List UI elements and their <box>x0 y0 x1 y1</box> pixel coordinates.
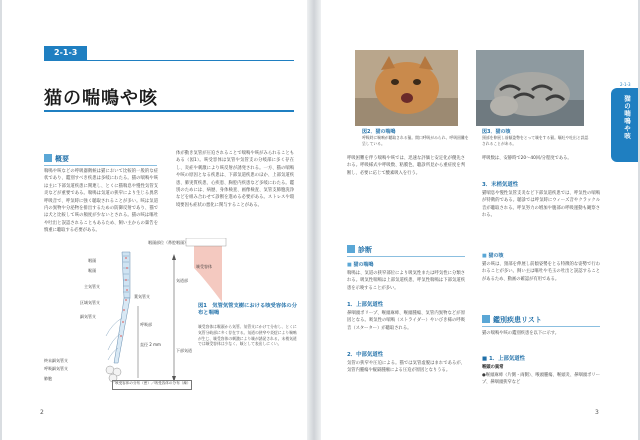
section-rule <box>44 60 294 61</box>
page-number-left: 2 <box>40 409 44 416</box>
wheeze-subheading: ■ 猫の喘鳴 <box>347 261 373 268</box>
ddx-upper-heading: ■ 1．上部気道性 <box>482 356 526 362</box>
section-number-tag: 2-1-3 <box>44 46 87 60</box>
ddx-larynx-list: ●喉頭麻痺（片側・両側）、喉頭腫瘍、喉頭炎、鼻咽頭ポリープ、鼻咽頭狭窄など <box>482 373 600 386</box>
figure-3-title: 図3．猫の咳 <box>482 129 511 135</box>
upper-airway-heading: 1．上部気道性 <box>347 302 384 308</box>
overview-rule <box>44 165 157 166</box>
figure-2-text: 呼吸時に喘鳴が聴取される猫。開口呼吸がみられ、呼吸困難を呈している。 <box>362 135 469 146</box>
label-pharynx: 咽頭 <box>88 258 96 263</box>
figure-2-caption <box>362 129 470 146</box>
cough-subheading: ■ 猫の咳 <box>482 252 503 259</box>
title-rule <box>44 110 294 112</box>
overview-column-2: 体が動き気管が圧迫されることで喘鳴や咳がみられることもある（図1）。咳受容体は気管や気管支の分岐部に多く存在し、炎症や刺激により咳反射が誘発される。一方、猫の喘鳴や咳の原因となる疾患は、下部気道疾患のほか、上部気道疾患、肺実質疾患、心疾患、胸腔内疾患など多岐にわたる。鑑別のためには、病歴、身体検査、画像検査、気管支肺胞洗浄などを組み合わせて診断を進める必要がある。ストレスや環境要因も症状の悪化に関与することがある。 <box>176 151 294 208</box>
diagnosis-rule <box>347 256 465 257</box>
chapter-side-tab-label: 猫の喘鳴や咳 <box>623 95 631 140</box>
photo-cat-wheezing <box>355 50 458 126</box>
label-larynx: 喉頭 <box>88 268 96 273</box>
label-lobar-bronchus: 葉気管支 <box>134 294 150 299</box>
figure-1-caption: 咳受容体は喉頭から気管、気管支にかけて分布し、とくに気管分岐部に多く存在する。気道の狭窄や炎症により喘鳴が生じ、咳受容体の刺激により咳が誘発される。末梢気道では咳受容体は少なく、咳として表出しにくい。 <box>198 324 297 347</box>
central-airway-heading: 2．中部気道性 <box>347 352 384 358</box>
page-title: 猫の喘鳴や咳 <box>44 88 158 109</box>
label-trachea: 主気管支 <box>84 284 100 289</box>
figure-1-title: 図1 気管気管支樹における咳受容体の分布と喘鳴 <box>198 303 298 316</box>
right-col1-intro: 呼吸困難を伴う喘鳴や咳では、迅速な評価と安定化が優先される。呼吸様式や呼吸数、粘膜色、聴診所見から重症度を判断し、必要に応じて酸素吸入を行う。 <box>347 156 465 176</box>
label-conducting: 気道部 <box>176 278 188 283</box>
wheeze-text: 喘鳴は、気道の狭窄部位により吸気性または呼気性に分類される。吸気性喘鳴は上部気道疾患、呼気性喘鳴は下部気道疾患を示唆することが多い。 <box>347 271 465 291</box>
label-small-bronchus: 細気管支 <box>80 314 96 319</box>
book-gutter <box>307 0 321 440</box>
label-lower-airway: 下部気道 <box>176 348 192 353</box>
upper-airway-text: 鼻咽頭ポリープ、喉頭麻痺、喉頭腫瘍、気管内異物などが原因となる。吸気性の喘鳴（ストライダー）やいびき様の呼吸音（スターター）が聴取される。 <box>347 311 465 331</box>
central-airway-text: 気管の狭窄や圧迫による。猫では気管虚脱はまれであるが、気管内腫瘍や縦隔腫瘤による圧迫が原因となりうる。 <box>347 361 465 374</box>
ddx-intro: 猫の喘鳴や咳の鑑別疾患を以下に示す。 <box>482 331 559 336</box>
label-two-mm: 直径 2 mm <box>140 342 161 347</box>
photo-cat-coughing <box>476 50 584 126</box>
cough-text: 猫の咳は、頸部を伸展し前傾姿勢をとる特徴的な姿勢で行われることが多い。飼い主は嘔吐や毛玉の吐出と誤認することがあるため、動画の確認が有用である。 <box>482 262 600 282</box>
side-section-code: 2-1-3 <box>620 82 631 87</box>
label-resp-bronchiole: 呼吸細気管支 <box>44 366 68 371</box>
overview-column-1: 喘鳴や咳などの呼吸器徴候は猫において比較的一般的な症状であり、鑑別すべき疾患は多岐にわたる。猫の喘鳴や咳は主に下部気道疾患に関連し、とくに猫喘息や慢性気管支炎などが重要である。喘鳴は気道の狭窄により生じる異常呼吸音で、呼気時に強く聴取されることが多い。咳は気道内の異物や分泌物を排出するための防御反射であり、猫では犬と比較して咳の頻度が少ないとされる。猫の咳は嘔吐や吐出と誤認されることもあるため、飼い主からの稟告を慎重に聴取する必要がある。 <box>44 169 158 234</box>
figure-2-title: 図2．猫の喘鳴 <box>362 129 396 135</box>
label-terminal: 終末細気管支 <box>44 358 68 363</box>
ddx-larynx-subheading: 喉頭の異常 <box>482 365 504 370</box>
ddx-rule <box>482 326 600 327</box>
diagnosis-heading: 診断 <box>347 244 372 256</box>
figure-3-caption <box>482 129 590 146</box>
overview-heading: 概要 <box>44 153 69 165</box>
label-receptor: 咳受容体 <box>196 264 212 269</box>
peripheral-airway-text: 猫喘息や慢性気管支炎など下部気道疾患では、呼気性の喘鳴が特徴的である。聴診では呼気時にウィーズ音やクラックル音が聴取される。呼気努力の増加や腹部の呼吸運動も観察される。 <box>482 191 600 219</box>
label-resp-zone: 呼吸部 <box>140 322 152 327</box>
figure-1-legend: 咳受容体の分布（密）／咳受容体の分布（疎） <box>112 380 192 390</box>
label-segmental: 区域気管支 <box>80 300 100 305</box>
label-alveolus: 肺胞 <box>44 376 52 381</box>
peripheral-airway-heading: 3．末梢気道性 <box>482 182 519 188</box>
figure-3-text: 頸部を伸展し前傾姿勢をとって咳をする猫。嘔吐や吐出と誤認されることがある。 <box>482 135 589 146</box>
page-number-right: 3 <box>595 409 599 416</box>
label-top: 咽頭部位（鼻腔咽頭） <box>148 240 188 245</box>
ddx-heading: 鑑別疾患リスト <box>482 314 542 326</box>
right-col2-intro: 呼吸数は、安静時で20〜40回/分程度である。 <box>482 156 572 161</box>
